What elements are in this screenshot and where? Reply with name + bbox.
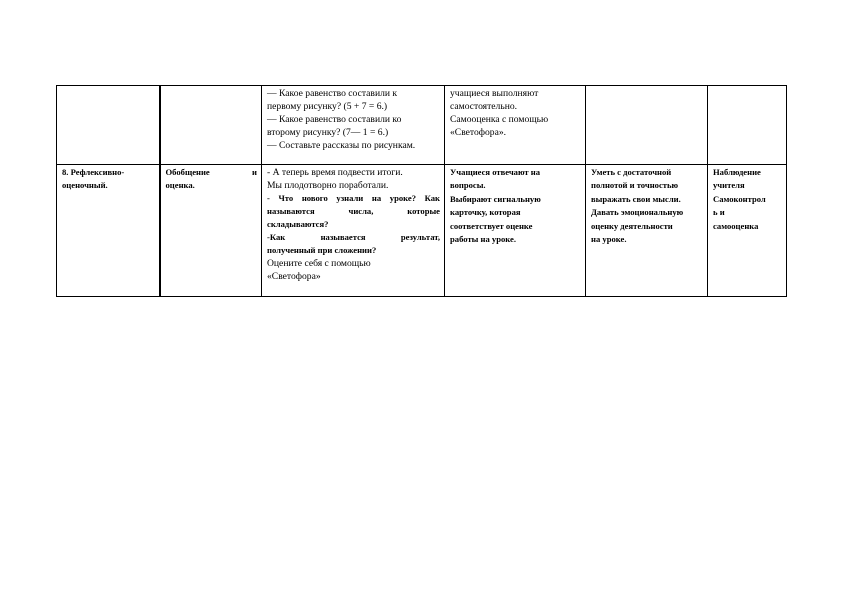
teacher-line: Мы плодотворно поработали. (267, 180, 389, 191)
skills-line: Давать эмоциональную (591, 207, 684, 218)
task-line (166, 166, 258, 179)
control-cell (708, 165, 787, 297)
task-line: оценка. (165, 180, 195, 191)
skills-cell (586, 165, 708, 297)
teacher-line: Оцените себя с помощью (267, 258, 371, 269)
teacher-question: складываются? (267, 219, 329, 229)
stage-cell (57, 165, 160, 297)
teacher-activity-cell (262, 86, 445, 165)
table-row (57, 165, 787, 297)
skills-cell-empty (586, 86, 708, 165)
control-line: Самоконтрол (713, 193, 766, 204)
skills-line: на уроке. (591, 234, 627, 245)
lesson-plan-table (56, 85, 787, 297)
student-line: Учащиеся отвечают на (450, 167, 541, 177)
student-line: соответствует оценке (450, 220, 533, 231)
table-row (57, 86, 787, 165)
task-word: Обобщение (165, 167, 210, 177)
student-line: карточку, которая (450, 207, 521, 218)
control-line: Наблюдение (713, 167, 761, 177)
student-line: вопросы. (450, 180, 486, 191)
control-line: учителя (713, 180, 745, 191)
stage-cell-empty (57, 86, 160, 165)
student-line: Самооценка с помощью (450, 114, 549, 125)
student-activity-cell (445, 86, 586, 165)
teacher-question: называются числа, которые (267, 206, 440, 216)
control-line: ь и (713, 207, 725, 218)
question-line: — Какое равенство составили к (267, 88, 398, 99)
task-cell-empty (160, 86, 262, 165)
task-cell (160, 165, 262, 297)
teacher-line: - А теперь время подвести итоги. (267, 167, 403, 178)
student-line: самостоятельно. (450, 101, 518, 112)
teacher-line: «Светофора» (267, 271, 321, 282)
skills-line: Уметь с достаточной (591, 167, 672, 177)
question-line: — Составьте рассказы по рисункам. (267, 140, 416, 151)
skills-line: оценку деятельности (591, 220, 673, 231)
question-line: — Какое равенство составили ко (267, 114, 402, 125)
task-word: и (252, 167, 257, 177)
skills-line: полнотой и точностью (591, 180, 679, 191)
control-line: самооценка (713, 220, 759, 231)
skills-line: выражать свои мысли. (591, 193, 681, 204)
student-line: Выбирают сигнальную (450, 193, 541, 204)
teacher-question: полученный при сложении? (267, 245, 377, 255)
student-line: учащиеся выполняют (450, 88, 539, 99)
teacher-question: -Как называется результат, (267, 232, 440, 242)
teacher-question: - Что нового узнали на уроке? Как (267, 193, 440, 203)
student-line: работы на уроке. (450, 234, 516, 245)
control-cell-empty (708, 86, 787, 165)
student-line: «Светофора». (450, 127, 507, 138)
question-line: второму рисунку? (7— 1 = 6.) (267, 127, 389, 138)
student-activity-cell (445, 165, 586, 297)
stage-title: 8. Рефлексивно-оценочный. (62, 167, 125, 191)
question-line: первому рисунку? (5 + 7 = 6.) (267, 101, 388, 112)
teacher-activity-cell (262, 165, 445, 297)
